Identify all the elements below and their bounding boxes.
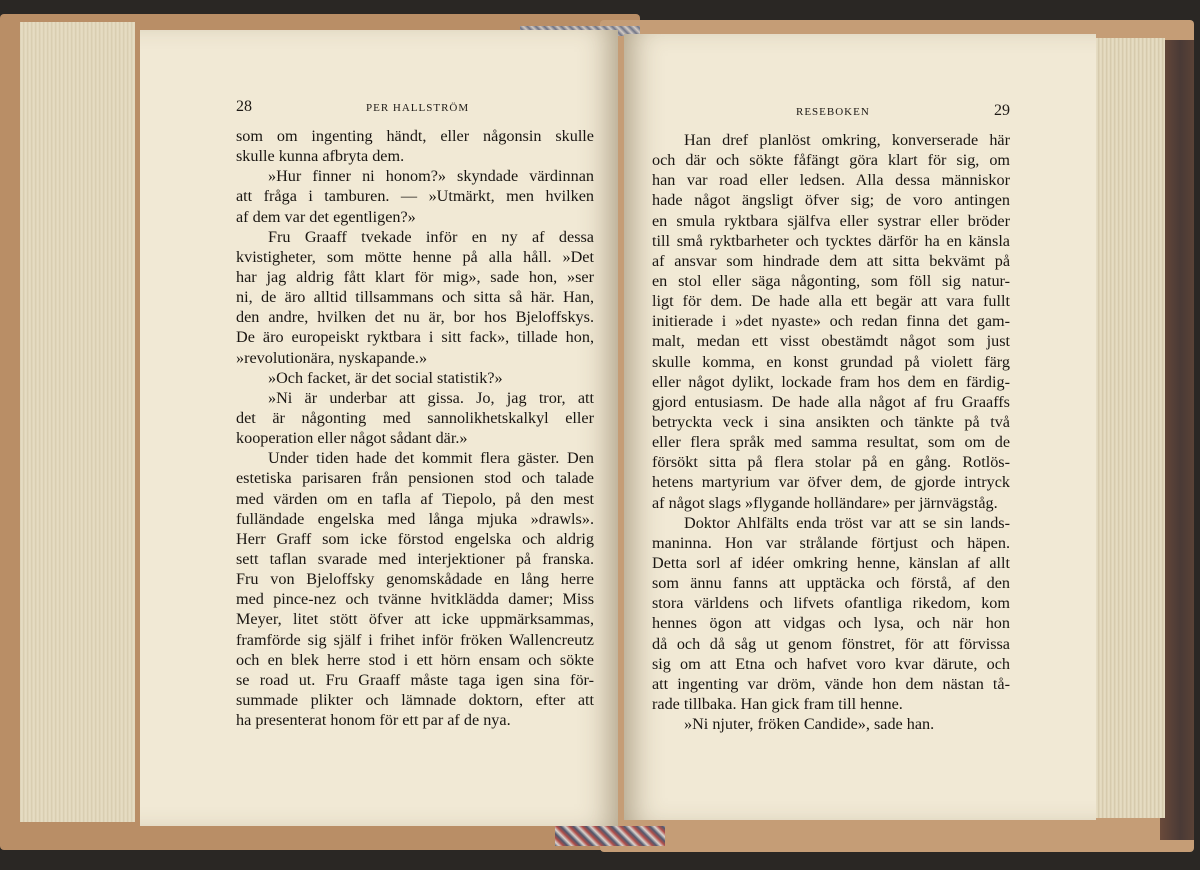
text-line: betryckta veck i sina ansikten och tänkte på två <box>652 412 1010 431</box>
headband-bottom <box>555 826 665 846</box>
text-line: Fru Graaff tvekade inför en ny af dessa <box>268 227 594 246</box>
text-line: summade plikter och lämnade doktorn, efter att <box>236 690 594 709</box>
text-line: eller flera språk med samma resultat, som om de <box>652 433 1010 452</box>
page-edges-left <box>20 22 135 822</box>
page-number: 29 <box>994 102 1010 119</box>
text-line: hetens martyrium var öfver dem, de gjorde intryck <box>652 473 1010 492</box>
left-page <box>140 30 618 826</box>
text-line: »revolutionära, nyskapande.» <box>236 348 428 367</box>
running-head: RESEBOKEN <box>796 106 870 118</box>
right-page-header <box>624 102 1096 122</box>
text-line: Doktor Ahlfälts enda tröst var att se sin lands- <box>684 513 1010 532</box>
text-line: att fråga i tamburen. — »Utmärkt, men hvilken <box>236 187 594 206</box>
text-line: Under tiden hade det kommit flera gäster. Den <box>268 449 594 468</box>
right-page <box>624 34 1096 820</box>
text-line: gjord entusiasm. De hade alla något af fru Graaffs <box>652 392 1010 411</box>
text-line: Detta sorl af idéer omkring henne, känslan af allt <box>652 553 1010 572</box>
text-line: fulländade engelska med långa mjuka »drawls». <box>236 509 594 528</box>
text-line: malt, medan ett visst obestämdt något som just <box>652 332 1010 351</box>
text-line: Meyer, litet stött öfver att icke uppmärksammas, <box>236 610 594 629</box>
text-line: och där och sökte fåfängt göra klart för sig, om <box>652 151 1010 170</box>
text-line: estetiska parisaren från pensionen stod och talade <box>236 469 594 488</box>
text-line: framförde sig själf i frihet inför fröken Wallencreutz <box>236 630 594 649</box>
text-line: eller något dylikt, lockade fram hos dem en färdig- <box>652 372 1010 391</box>
text-line: det är någonting med sannolikhetskalkyl eller <box>236 408 594 427</box>
text-line: att ingenting var dröm, vände hon dem nästan tå- <box>652 674 1010 693</box>
text-line: då och då såg ut genom fönstret, för att förvissa <box>652 634 1010 653</box>
left-page-header <box>140 98 618 118</box>
text-line: af ansvar som hindrade dem att sitta bekvämt på <box>652 251 1010 270</box>
text-line: en stol eller säga någonting, som föll sig natur- <box>652 271 1010 290</box>
text-line: har jag aldrig fått klart för mig», sade hon, »ser <box>236 267 594 286</box>
text-line: »Och facket, är det social statistik?» <box>268 368 503 387</box>
text-line: med pince-nez och tvänne hvitklädda damer; Miss <box>236 590 594 609</box>
text-line: af dem var det egentligen?» <box>236 207 416 226</box>
text-line: försökt sitta på flera stolar på en gång. Rotlös- <box>652 453 1010 472</box>
text-line: ha presenterat honom för ett par af de nya. <box>236 711 511 730</box>
text-line: med värden om en tafla af Tiepolo, på den mest <box>236 489 594 508</box>
text-line: som om ingenting händt, eller någonsin skulle <box>236 127 594 145</box>
text-line: som ännu fanns att upptäcka och förstå, af den <box>652 574 1010 593</box>
text-line: och en blek herre stod i ett hörn ensam och sökte <box>236 650 594 669</box>
book-cover-edge <box>1160 40 1194 840</box>
text-line: kvistigheter, som mötte henne på alla håll. »Det <box>236 247 594 266</box>
text-line: ni, de äro alltid tillsammans och sitta så här. Han, <box>236 288 594 307</box>
text-line: sig om att Etna och hafvet voro kvar därute, och <box>652 654 1010 673</box>
text-line: »Hur finner ni honom?» skyndade värdinnan <box>268 167 594 186</box>
text-line: ligt för dem. De hade alla ett begär att vara fullt <box>652 292 1010 311</box>
text-line: maninna. Hon var strålande förtjust och häpen. <box>652 533 1010 552</box>
text-line: initierade i »det nyaste» och redan finna det gam- <box>652 312 1010 331</box>
text-line: skulle komma, en konst grundad på violett färg <box>652 352 1010 371</box>
text-line: Han dref planlöst omkring, konverserade här <box>684 131 1010 149</box>
text-line: rade tillbaka. Han gick fram till henne. <box>652 694 903 713</box>
text-line: Fru von Bjeloffsky genomskådade en lång herre <box>236 570 594 589</box>
text-line: den andre, hvilken det nu är, bor hos Bjeloffskys. <box>236 308 594 327</box>
left-page-body <box>236 126 594 730</box>
text-line: skulle kunna afbryta dem. <box>236 147 405 166</box>
text-line: en smula ryktbara själfva eller systrar eller bröder <box>652 211 1010 230</box>
right-page-body <box>652 130 1010 734</box>
running-head: PER HALLSTRÖM <box>366 102 470 114</box>
text-line: Herr Graff som icke förstod engelska och aldrig <box>236 529 594 548</box>
text-line: hade något ängsligt öfver sig; de voro antingen <box>652 191 1010 210</box>
text-line: till små ryktbarheter och tycktes därför ha en känsla <box>652 231 1010 250</box>
text-line: hennes ögon att vidgas och lysa, och när hon <box>652 614 1010 633</box>
page-number: 28 <box>236 98 252 115</box>
text-line: af något slags »flygande holländare» per järnvägståg. <box>652 493 998 512</box>
text-line: »Ni njuter, fröken Candide», sade han. <box>684 715 935 734</box>
text-line: kooperation eller något sådant där.» <box>236 429 468 448</box>
text-line: han var road eller ledsen. Alla dessa människor <box>652 171 1010 190</box>
text-line: »Ni är underbar att gissa. Jo, jag tror, att <box>268 388 594 407</box>
text-line: stora världens och lifvets ofantliga rikedom, kom <box>652 594 1010 613</box>
text-line: sett taflan svarade med interjektioner på franska. <box>236 549 594 568</box>
text-line: De äro europeiskt ryktbara i sitt fack», tillade hon, <box>236 328 594 347</box>
text-line: se road ut. Fru Graaff måste taga igen sina för- <box>236 670 594 689</box>
page-edges-right <box>1095 38 1165 818</box>
